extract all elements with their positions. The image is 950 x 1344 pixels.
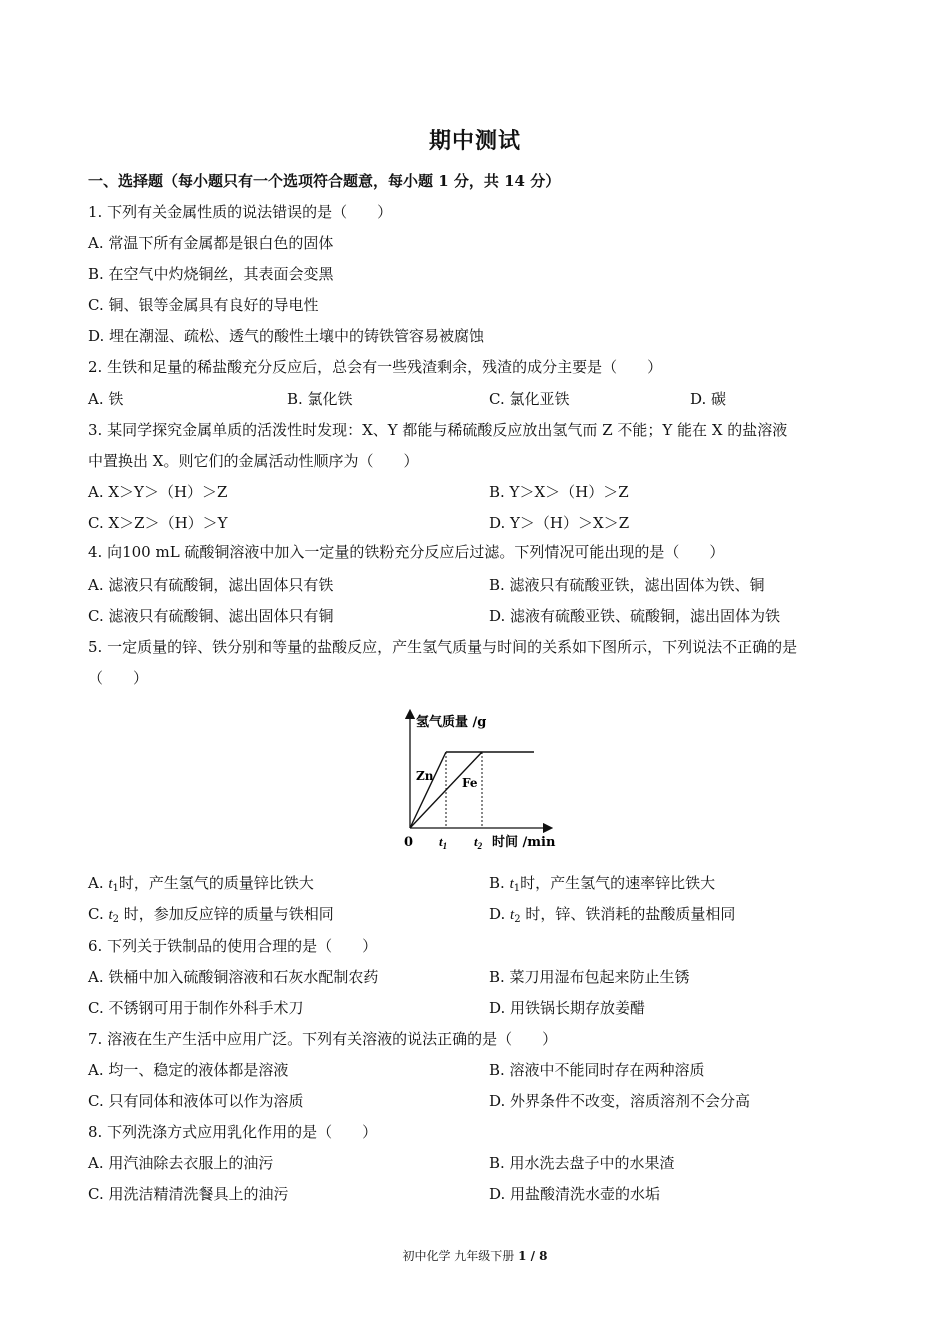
footer-text: 初中化学 九年级下册 [402, 1249, 519, 1263]
q8-option-d: D. 用盐酸清洗水壶的水垢 [489, 1185, 661, 1203]
q7-option-a: A. 均一、稳定的液体都是溶液 [88, 1061, 289, 1079]
page-number: 1 / 8 [518, 1249, 548, 1263]
q5-option-d: D. $t_2$ 时，锌、铁消耗的盐酸质量相同 [489, 905, 736, 925]
q7-stem: 7. 溶液在生产生活中应用广泛。下列有关溶液的说法正确的是（ ） [88, 1030, 558, 1048]
q6-option-b: B. 菜刀用湿布包起来防止生锈 [489, 968, 690, 986]
q7-option-d: D. 外界条件不改变，溶质溶剂不会分高 [489, 1092, 751, 1110]
x-axis-label: 时间 /min [492, 835, 556, 850]
q5-stem-line2: （ ） [88, 669, 149, 687]
q3-stem-line1: 3. 某同学探究金属单质的活泼性时发现：X、Y 都能与稀硫酸反应放出氢气而 Z 不能；Y 能在 X 的盐溶液 [88, 421, 788, 439]
fe-label: Fe [462, 776, 478, 790]
q7-option-c: C. 只有同体和液体可以作为溶质 [88, 1092, 304, 1110]
q2-option-b: B. 氯化铁 [287, 390, 353, 408]
q3-option-c: C. X＞Z＞（H）＞Y [88, 514, 228, 532]
q4-option-c: C. 滤液只有硫酸铜、滤出固体只有铜 [88, 607, 334, 625]
q5-option-a: A. $t_1$时，产生氢气的质量锌比铁大 [88, 874, 314, 894]
q1-stem: 1. 下列有关金属性质的说法错误的是（ ） [88, 203, 393, 221]
hydrogen-time-graph [398, 706, 558, 856]
q2-option-a: A. 铁 [88, 390, 124, 408]
q8-option-a: A. 用汽油除去衣服上的油污 [88, 1154, 274, 1172]
q4-option-d: D. 滤液有硫酸亚铁、硫酸铜，滤出固体为铁 [489, 607, 781, 625]
q4-option-b: B. 滤液只有硫酸亚铁，滤出固体为铁、铜 [489, 576, 765, 594]
q2-stem: 2. 生铁和足量的稀盐酸充分反应后，总会有一些残渣剩余，残渣的成分主要是（ ） [88, 358, 663, 376]
q4-stem: 4. 向100 mL 硫酸铜溶液中加入一定量的铁粉充分反应后过滤。下列情况可能出现的是（ ） [88, 543, 725, 561]
t1-label: $t_1$ [439, 834, 448, 851]
q2-option-d: D. 碳 [690, 390, 727, 408]
q5-stem-line1: 5. 一定质量的锌、铁分别和等量的盐酸反应，产生氢气质量与时间的关系如下图所示，下列说法不正确的是 [88, 638, 798, 656]
page-title: 期中测试 [428, 128, 521, 154]
y-axis-label: 氢气质量 /g [416, 715, 487, 730]
q6-stem: 6. 下列关于铁制品的使用合理的是（ ） [88, 937, 378, 955]
origin-label: 0 [404, 835, 414, 850]
q1-option-d: D. 埋在潮湿、疏松、透气的酸性土壤中的铸铁管容易被腐蚀 [88, 327, 485, 345]
q3-option-d: D. Y＞（H）＞X＞Z [489, 514, 630, 532]
q8-option-c: C. 用洗洁精清洗餐具上的油污 [88, 1185, 289, 1203]
q2-option-c: C. 氯化亚铁 [489, 390, 570, 408]
q1-option-b: B. 在空气中灼烧铜丝，其表面会变黑 [88, 265, 334, 283]
q3-option-b: B. Y＞X＞（H）＞Z [489, 483, 629, 501]
q6-option-a: A. 铁桶中加入硫酸铜溶液和石灰水配制农药 [88, 968, 379, 986]
q6-option-c: C. 不锈钢可用于制作外科手术刀 [88, 999, 304, 1017]
q8-option-b: B. 用水洗去盘子中的水果渣 [489, 1154, 675, 1172]
zn-label: Zn [416, 769, 434, 783]
q5-option-c: C. $t_2$ 时，参加反应锌的质量与铁相同 [88, 905, 334, 925]
q4-option-a: A. 滤液只有硫酸铜，滤出固体只有铁 [88, 576, 334, 594]
q6-option-d: D. 用铁锅长期存放姜醋 [489, 999, 646, 1017]
q3-stem-line2: 中置换出 X。则它们的金属活动性顺序为（ ） [88, 452, 419, 470]
t2-label: $t_2$ [474, 834, 483, 851]
q1-option-a: A. 常温下所有金属都是银白色的固体 [88, 234, 334, 252]
q7-option-b: B. 溶液中不能同时存在两种溶质 [489, 1061, 705, 1079]
section-heading: 一、选择题（每小题只有一个选项符合题意，每小题 1 分，共 14 分） [88, 172, 561, 190]
q3-option-a: A. X＞Y＞（H）＞Z [88, 483, 228, 501]
q8-stem: 8. 下列洗涤方式应用乳化作用的是（ ） [88, 1123, 378, 1141]
q1-option-c: C. 铜、银等金属具有良好的导电性 [88, 296, 319, 314]
q5-option-b: B. $t_1$时，产生氢气的速率锌比铁大 [489, 874, 716, 894]
zn-line [410, 752, 446, 828]
page-footer [0, 1247, 950, 1264]
